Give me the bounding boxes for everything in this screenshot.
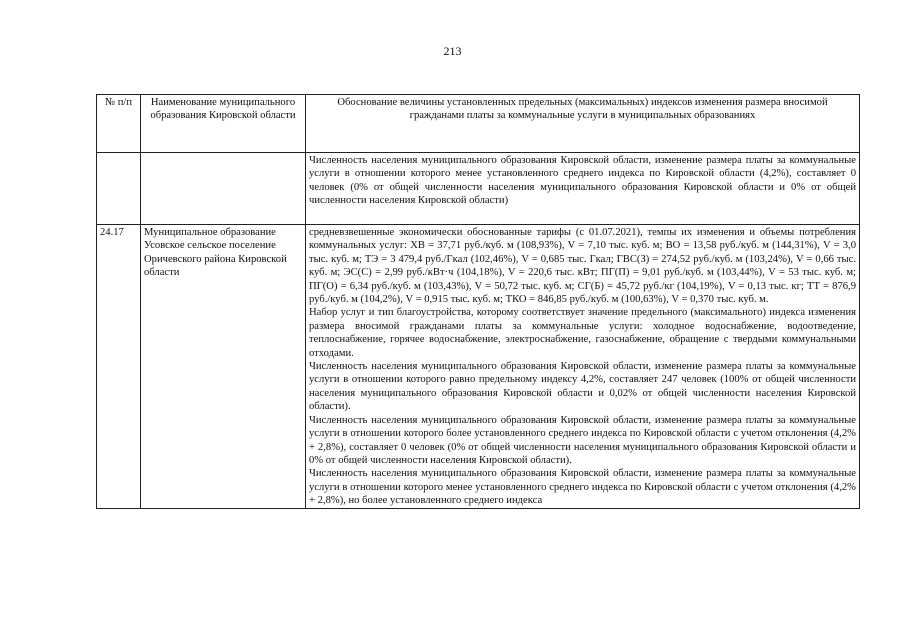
- services-paragraph: Набор услуг и тип благоустройства, которому соответствует значение предельного (максимального) индекса изменения размера вносимой гражданами платы за коммунальные услуги: холодное водоснабжение, водоотведение, теплоснабжение, горячее водоснабжение, электроснабжение, газоснабжение, обращение с твердыми коммунальными отходами.: [309, 307, 856, 359]
- page-number: 213: [443, 44, 462, 58]
- header-justification: Обоснование величины установленных предельных (максимальных) индексов изменения размера вносимой гражданами платы за коммунальные услуги в муниципальных образованиях: [306, 95, 860, 153]
- header-municipality: Наименование муниципального образования Кировской области: [141, 95, 306, 153]
- cell-municipality: Муниципальное образование Усовское сельское поселение Оричевского района Кировской области: [141, 225, 306, 509]
- table-header-row: [97, 95, 860, 153]
- cell-municipality: [141, 153, 306, 225]
- cell-num: 24.17: [97, 225, 141, 509]
- cell-justification: Численность населения муниципального образования Кировской области, изменение размера платы за коммунальные услуги в отношении которого менее установленного среднего индекса по Кировской области (4,2%), составляет 0 человек (0% от общей численности населения муниципального образования Кировской области и 0% от общей численности населения Кировской области): [306, 153, 860, 225]
- table-row: [97, 153, 860, 225]
- population-equal-paragraph: Численность населения муниципального образования Кировской области, изменение размера платы за коммунальные услуги в отношении которого равно предельному индексу 4,2%, составляет 247 человек (100% от общей численности населения муниципального образования Кировской области и 0,02% от общей численности населения Кировской области).: [309, 361, 856, 413]
- cell-justification: [306, 225, 860, 509]
- population-below-paragraph: Численность населения муниципального образования Кировской области, изменение размера платы за коммунальные услуги в отношении которого менее установленного среднего индекса по Кировской области с учетом отклонения (4,2% + 2,8%), но более установленного среднего индекса: [309, 468, 856, 507]
- table-row: [97, 225, 860, 509]
- tariffs-paragraph: средневзвешенные экономически обоснованные тарифы (с 01.07.2021), темпы их изменения и объемы потребления коммунальных услуг: ХВ = 37,71 руб./куб. м (108,93%), V = 7,10 тыс. куб. м; ВО = 13,58 руб./куб. м (144,31%), V = 3,0 тыс. куб. м; ТЭ = 3 479,4 руб./Гкал (102,46%), V = 0,685 тыс. Гкал; ГВС(З) = 274,52 руб./куб. м (103,24%), V = 0,66 тыс. куб. м; ЭС(С) = 2,99 руб./кВт·ч (104,18%), V = 220,6 тыс. кВт; ПГ(П) = 9,01 руб./куб. м (103,44%), V = 53 тыс. куб. м; ПГ(О) = 6,34 руб./куб. м (103,43%), V = 50,72 тыс. куб. м; СГ(Б) = 45,72 руб./кг (104,19%), V = 0,13 тыс. кг; ТТ = 876,9 руб./куб. м (104,2%), V = 0,915 тыс. куб. м; ТКО = 846,85 руб./куб. м (100,63%), V = 0,370 тыс. куб. м.: [309, 227, 856, 306]
- cell-num: [97, 153, 141, 225]
- population-above-paragraph: Численность населения муниципального образования Кировской области, изменение размера платы за коммунальные услуги в отношении которого более установленного среднего индекса по Кировской области с учетом отклонения (4,2% + 2,8%), составляет 0 человек (0% от общей численности населения муниципального образования Кировской области и 0% от общей численности населения Кировской области).: [309, 414, 856, 466]
- header-num: № п/п: [97, 95, 141, 153]
- justification-table: [96, 94, 860, 509]
